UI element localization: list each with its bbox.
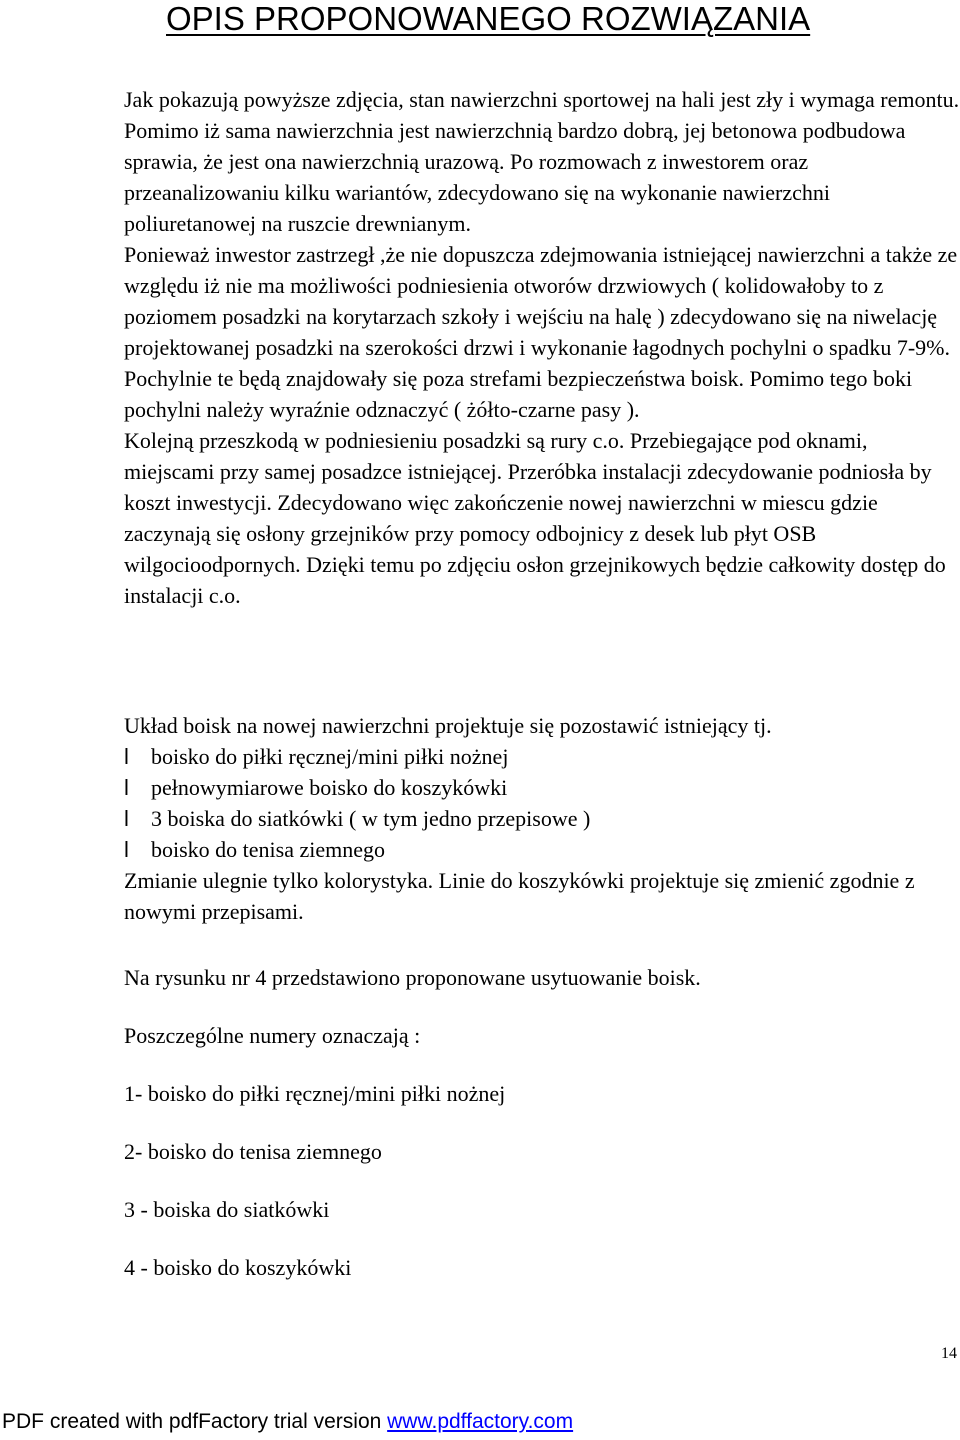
paragraph-investor: Ponieważ inwestor zastrzegł ,że nie dopuszcza zdejmowania istniejącej nawierzchni a także ze względu iż nie ma możliwości podniesienia otworów drzwiowych ( kolidowałoby to z poziomem posadzki na korytarzach szkoły i wejściu na halę ) zdecydowano się na niwelację projektowanej posadzki na szerokości drzwi i wykonanie łagodnych pochylni o spadku 7-9%. Pochylnie te będą znajdowały się poza strefami bezpieczeństwa boisk. Pomimo tego boki pochylni należy wyraźnie odznaczyć ( żółto-czarne pasy ). (124, 242, 958, 422)
legend-item: 4 - boisko do koszykówki (124, 1255, 352, 1280)
list-item (124, 772, 960, 803)
list-item-text: boisko do piłki ręcznej/mini piłki nożnej (151, 744, 509, 769)
list-item (124, 803, 960, 834)
main-text (124, 84, 960, 611)
bullet-icon: l (124, 775, 129, 800)
list-item-text: 3 boiska do siatkówki ( w tym jedno przepisowe ) (151, 806, 591, 831)
paragraph-legend-intro: Poszczególne numery oznaczają : (124, 1023, 421, 1048)
footer-text: PDF created with pdfFactory trial version (2, 1410, 388, 1433)
list-item-text: boisko do tenisa ziemnego (151, 837, 386, 862)
fields-section (124, 710, 960, 927)
paragraph-drawing: Na rysunku nr 4 przedstawiono proponowane usytuowanie boisk. (124, 965, 701, 990)
legend-item: 2- boisko do tenisa ziemnego (124, 1139, 382, 1164)
legend-item: 1- boisko do piłki ręcznej/mini piłki nożnej (124, 1081, 506, 1106)
paragraph-colors: Zmianie ulegnie tylko kolorystyka. Linie do koszykówki projektuje się zmienić zgodnie z nowymi przepisami. (124, 868, 915, 924)
bullet-icon: l (124, 837, 129, 862)
legend-item: 3 - boiska do siatkówki (124, 1197, 330, 1222)
page-number: 14 (941, 1345, 957, 1362)
bullet-icon: l (124, 744, 129, 769)
pdf-footer (2, 1410, 573, 1434)
list-item (124, 834, 960, 865)
bullet-icon: l (124, 806, 129, 831)
page-title: OPIS PROPONOWANEGO ROZWIĄZANIA (166, 0, 811, 37)
paragraph-condition: Jak pokazują powyższe zdjęcia, stan nawierzchni sportowej na hali jest zły i wymaga remontu. Pomimo iż sama nawierzchnia jest nawierzchnią bardzo dobrą, jej betonowa podbudowa sprawia, że jest ona nawierzchnią urazową. Po rozmowach z inwestorem oraz przeanalizowaniu kilku wariantów, zdecydowano się na wykonanie nawierzchni poliuretanowej na ruszcie drewnianym. (124, 87, 960, 236)
fields-list (124, 741, 960, 865)
list-item (124, 741, 960, 772)
paragraph-layout: Układ boisk na nowej nawierzchni projektuje się pozostawić istniejący tj. (124, 713, 772, 738)
paragraph-pipes: Kolejną przeszkodą w podniesieniu posadzki są rury c.o. Przebiegające pod oknami, miejscami przy samej posadzce istniejącej. Przeróbka instalacji zdecydowanie podniosła by koszt inwestycji. Zdecydowano więc zakończenie nowej nawierzchni w miescu gdzie zaczynają się osłony grzejników przy pomocy odbojnicy z desek lub płyt OSB wilgocioodpornych. Dzięki temu po zdjęciu osłon grzejnikowych będzie całkowity dostęp do instalacji c.o. (124, 428, 946, 608)
footer-link[interactable]: www.pdffactory.com (387, 1410, 574, 1433)
list-item-text: pełnowymiarowe boisko do koszykówki (151, 775, 508, 800)
